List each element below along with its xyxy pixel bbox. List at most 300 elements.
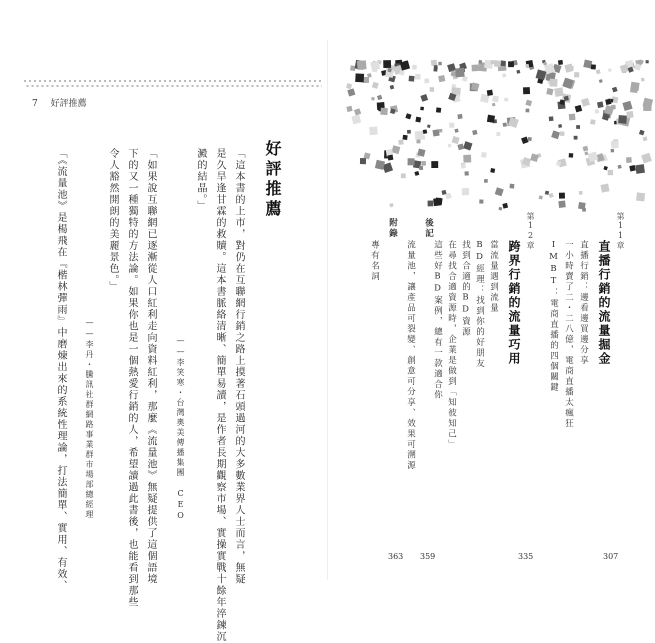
decorative-square bbox=[576, 125, 580, 129]
decorative-dot bbox=[152, 85, 154, 87]
decorative-square bbox=[415, 117, 421, 123]
decorative-square bbox=[357, 60, 367, 70]
decorative-square bbox=[569, 153, 574, 158]
decorative-dot bbox=[307, 85, 309, 87]
decorative-square bbox=[472, 130, 477, 135]
decorative-dot bbox=[157, 85, 159, 87]
quote3-line1: 「《流量池》是楊飛在『楷林彈雨』中磨煉出來的系統性理論，打法簡單、實用、有效、 bbox=[55, 148, 66, 592]
decorative-square bbox=[478, 60, 482, 64]
decorative-square-pattern bbox=[328, 0, 655, 220]
decorative-dot bbox=[194, 80, 196, 82]
decorative-square bbox=[380, 108, 388, 116]
decorative-square bbox=[560, 131, 565, 136]
decorative-dot bbox=[179, 80, 181, 82]
decorative-dot bbox=[142, 85, 144, 87]
decorative-square bbox=[421, 161, 426, 166]
decorative-dot bbox=[284, 80, 286, 82]
decorative-dot bbox=[172, 85, 174, 87]
decorative-dot bbox=[149, 80, 151, 82]
decorative-square bbox=[618, 115, 627, 124]
decorative-square bbox=[490, 168, 495, 173]
decorative-dot bbox=[132, 85, 134, 87]
decorative-square bbox=[504, 97, 508, 101]
decorative-square bbox=[420, 94, 428, 102]
ch12-page: 335 bbox=[518, 552, 534, 561]
decorative-square bbox=[487, 90, 493, 96]
decorative-dot bbox=[39, 80, 41, 82]
decorative-dot bbox=[302, 85, 304, 87]
decorative-square bbox=[502, 203, 508, 209]
decorative-square bbox=[421, 135, 425, 139]
decorative-square bbox=[575, 105, 583, 113]
decorative-square bbox=[496, 132, 500, 136]
decorative-dot bbox=[154, 80, 156, 82]
decorative-square bbox=[438, 62, 441, 65]
decorative-square bbox=[596, 69, 601, 74]
ch12-number: 第12章 bbox=[526, 212, 535, 250]
decorative-square bbox=[556, 161, 561, 166]
decorative-square bbox=[630, 85, 638, 93]
decorative-square bbox=[521, 136, 529, 144]
decorative-square bbox=[584, 151, 588, 155]
decorative-square bbox=[558, 60, 563, 65]
decorative-square bbox=[347, 88, 355, 96]
decorative-square bbox=[420, 107, 424, 111]
decorative-dot bbox=[192, 85, 194, 87]
decorative-square bbox=[509, 184, 514, 189]
decorative-dot bbox=[42, 85, 44, 87]
decorative-dot bbox=[264, 80, 266, 82]
decorative-square bbox=[503, 123, 507, 127]
decorative-square bbox=[448, 144, 452, 148]
decorative-square bbox=[457, 114, 462, 119]
decorative-square bbox=[462, 188, 470, 196]
decorative-square bbox=[487, 115, 495, 123]
decorative-dot bbox=[167, 85, 169, 87]
decorative-dot bbox=[227, 85, 229, 87]
decorative-square bbox=[431, 161, 438, 168]
decorative-square bbox=[641, 78, 645, 82]
decorative-square bbox=[549, 79, 557, 87]
decorative-dot bbox=[232, 85, 234, 87]
decorative-square bbox=[581, 98, 590, 107]
decorative-dot bbox=[304, 80, 306, 82]
decorative-dot bbox=[77, 85, 79, 87]
decorative-square bbox=[454, 129, 458, 133]
decorative-dot bbox=[222, 85, 224, 87]
decorative-square bbox=[608, 170, 613, 175]
decorative-square bbox=[525, 64, 529, 68]
decorative-square bbox=[590, 119, 596, 125]
decorative-square bbox=[398, 140, 403, 145]
decorative-dot-border bbox=[22, 79, 322, 89]
decorative-square bbox=[390, 85, 395, 90]
decorative-dot bbox=[249, 80, 251, 82]
decorative-dot bbox=[102, 85, 104, 87]
decorative-square bbox=[597, 101, 604, 108]
decorative-square bbox=[461, 163, 466, 168]
decorative-dot bbox=[64, 80, 66, 82]
decorative-square bbox=[432, 129, 439, 136]
decorative-dot bbox=[164, 80, 166, 82]
decorative-dot bbox=[252, 85, 254, 87]
decorative-dot bbox=[314, 80, 316, 82]
decorative-square bbox=[603, 166, 607, 170]
decorative-square bbox=[591, 64, 596, 69]
decorative-dot bbox=[272, 85, 274, 87]
decorative-dot bbox=[67, 85, 69, 87]
decorative-dot bbox=[287, 85, 289, 87]
decorative-dot bbox=[312, 85, 314, 87]
decorative-square bbox=[401, 173, 406, 178]
attribution2: ——李丹・騰訊社群網路事業群市場部總經理 bbox=[85, 318, 94, 520]
decorative-dot bbox=[209, 80, 211, 82]
decorative-square bbox=[564, 96, 569, 101]
decorative-dot bbox=[137, 85, 139, 87]
decorative-dot bbox=[134, 80, 136, 82]
decorative-square bbox=[481, 152, 487, 158]
decorative-dot bbox=[292, 85, 294, 87]
ch12-item3: 找到合適的BD資源 bbox=[460, 240, 471, 338]
decorative-dot bbox=[169, 80, 171, 82]
decorative-dot bbox=[139, 80, 141, 82]
decorative-square bbox=[622, 101, 632, 111]
decorative-square bbox=[599, 79, 603, 83]
decorative-square bbox=[371, 97, 375, 101]
decorative-square bbox=[491, 60, 495, 64]
decorative-dot bbox=[107, 85, 109, 87]
decorative-square bbox=[528, 137, 532, 141]
appendix-page: 363 bbox=[388, 552, 404, 561]
decorative-square bbox=[472, 65, 479, 72]
appendix-text: 專有名詞 bbox=[369, 240, 380, 282]
afterword-text: 流量池，讓產品可裂變、創意可分享、效果可溯源 bbox=[405, 240, 416, 471]
decorative-dot bbox=[277, 85, 279, 87]
decorative-dot bbox=[317, 85, 319, 87]
ch11-page: 307 bbox=[603, 552, 619, 561]
decorative-square bbox=[558, 124, 562, 128]
decorative-square bbox=[626, 111, 633, 118]
decorative-square bbox=[595, 109, 599, 113]
decorative-square bbox=[415, 74, 421, 80]
decorative-dot bbox=[114, 80, 116, 82]
decorative-square bbox=[464, 171, 468, 175]
decorative-square bbox=[494, 60, 501, 67]
quote2-line2: 下的又一種獨特的方法論。如果你也是一個熱愛行銷的人，希望讀過此書後，也能看到那些 bbox=[126, 148, 137, 608]
decorative-dot bbox=[174, 80, 176, 82]
decorative-dot bbox=[52, 85, 54, 87]
decorative-dot bbox=[269, 80, 271, 82]
page-number: 7 bbox=[32, 99, 38, 109]
decorative-dot bbox=[234, 80, 236, 82]
decorative-dot bbox=[57, 85, 59, 87]
ch12-item4: 在尋找合適資源時，企業是做到「知彼知己」 bbox=[446, 240, 457, 450]
decorative-dot bbox=[69, 80, 71, 82]
decorative-dot bbox=[94, 80, 96, 82]
decorative-square bbox=[508, 61, 514, 67]
decorative-square bbox=[455, 68, 465, 78]
decorative-square bbox=[574, 72, 579, 77]
decorative-square bbox=[626, 157, 632, 163]
endorsements-title: 好評推薦 bbox=[263, 140, 282, 220]
decorative-square bbox=[549, 116, 554, 121]
decorative-square bbox=[383, 60, 391, 68]
decorative-dot bbox=[224, 80, 226, 82]
decorative-square bbox=[646, 60, 649, 63]
decorative-square bbox=[405, 113, 411, 119]
decorative-dot bbox=[189, 80, 191, 82]
decorative-dot bbox=[72, 85, 74, 87]
decorative-dot bbox=[117, 85, 119, 87]
decorative-dot bbox=[44, 80, 46, 82]
decorative-square bbox=[452, 136, 460, 144]
decorative-dot bbox=[59, 80, 61, 82]
ch11-title: 直播行銷的流量掘金 bbox=[597, 240, 611, 366]
decorative-square bbox=[516, 70, 520, 74]
decorative-dot bbox=[217, 85, 219, 87]
ch11-item3: IMBT：電商直播的四個關鍵 bbox=[548, 240, 559, 393]
decorative-square bbox=[618, 165, 622, 169]
decorative-square bbox=[377, 95, 382, 100]
decorative-square bbox=[463, 141, 472, 150]
decorative-dot bbox=[319, 80, 321, 82]
decorative-dot bbox=[207, 85, 209, 87]
decorative-dot bbox=[279, 80, 281, 82]
decorative-dot bbox=[212, 85, 214, 87]
ch12-item5: 這些好BD案例，總有一款適合你 bbox=[432, 240, 443, 401]
decorative-square bbox=[408, 158, 415, 165]
decorative-square bbox=[559, 193, 565, 199]
decorative-square bbox=[523, 87, 530, 94]
decorative-square bbox=[484, 179, 488, 183]
decorative-square bbox=[502, 73, 506, 77]
decorative-dot bbox=[144, 80, 146, 82]
decorative-dot bbox=[29, 80, 31, 82]
decorative-square bbox=[583, 59, 592, 68]
decorative-dot bbox=[239, 80, 241, 82]
decorative-dot bbox=[274, 80, 276, 82]
decorative-dot bbox=[184, 80, 186, 82]
decorative-square bbox=[549, 193, 554, 198]
decorative-dot bbox=[104, 80, 106, 82]
decorative-dot bbox=[247, 85, 249, 87]
decorative-square bbox=[608, 68, 612, 72]
decorative-dot bbox=[99, 80, 101, 82]
decorative-dot bbox=[89, 80, 91, 82]
quote1-line2: 是久旱逢甘霖的救贖。這本書脈絡清晰、簡單易讀，是作者長期觀察市場、實操實戰十餘年淬鍊沉 bbox=[214, 148, 225, 643]
decorative-square bbox=[388, 155, 394, 161]
ch11-item1: 直播行銷：邊看邊買邊分享 bbox=[578, 240, 589, 366]
left-page bbox=[0, 0, 327, 643]
decorative-dot bbox=[109, 80, 111, 82]
decorative-dot bbox=[54, 80, 56, 82]
decorative-square bbox=[495, 187, 504, 196]
decorative-square bbox=[612, 87, 618, 93]
decorative-square bbox=[402, 135, 407, 140]
decorative-square bbox=[355, 73, 364, 82]
decorative-square bbox=[578, 202, 586, 210]
decorative-square bbox=[391, 145, 400, 154]
decorative-dot bbox=[237, 85, 239, 87]
decorative-square bbox=[351, 115, 361, 125]
decorative-square bbox=[545, 191, 549, 195]
decorative-square bbox=[492, 96, 499, 103]
decorative-dot bbox=[214, 80, 216, 82]
decorative-square bbox=[551, 130, 560, 139]
decorative-dot bbox=[24, 80, 26, 82]
decorative-square bbox=[600, 184, 609, 193]
decorative-dot bbox=[32, 85, 34, 87]
decorative-dot bbox=[92, 85, 94, 87]
decorative-dot bbox=[97, 85, 99, 87]
ch11-number: 第11章 bbox=[616, 212, 625, 250]
decorative-square bbox=[526, 109, 530, 113]
decorative-square bbox=[419, 166, 423, 170]
decorative-square bbox=[416, 139, 420, 143]
decorative-dot bbox=[322, 85, 323, 87]
decorative-square bbox=[546, 88, 553, 95]
decorative-square bbox=[433, 198, 441, 206]
decorative-dot bbox=[267, 85, 269, 87]
decorative-square bbox=[574, 136, 578, 140]
appendix-title: 附錄 bbox=[387, 218, 398, 239]
decorative-dot bbox=[82, 85, 84, 87]
decorative-dot bbox=[202, 85, 204, 87]
quote1-line1: 「這本書的上市，對仍在互聯網行銷之路上摸著石頭過河的大多數業界人士而言，無疑 bbox=[233, 148, 244, 585]
decorative-dot bbox=[199, 80, 201, 82]
decorative-square bbox=[643, 137, 648, 142]
decorative-dot bbox=[219, 80, 221, 82]
decorative-dot bbox=[127, 85, 129, 87]
decorative-square bbox=[554, 87, 564, 97]
decorative-square bbox=[539, 195, 543, 199]
decorative-dot bbox=[147, 85, 149, 87]
decorative-square bbox=[611, 141, 619, 149]
decorative-square bbox=[389, 203, 393, 207]
decorative-square bbox=[372, 82, 379, 89]
decorative-square bbox=[479, 199, 483, 203]
running-title: 好評推薦 bbox=[50, 99, 87, 109]
decorative-square bbox=[430, 87, 434, 91]
ch12-title: 跨界行銷的流量巧用 bbox=[507, 240, 521, 366]
decorative-dot bbox=[294, 80, 296, 82]
decorative-dot bbox=[187, 85, 189, 87]
quote2-line3: 令人豁然開朗的美麗景色。」 bbox=[107, 148, 118, 293]
ch12-item1: 當流量遇到流量 bbox=[488, 240, 499, 314]
decorative-dot bbox=[74, 80, 76, 82]
decorative-dot bbox=[297, 85, 299, 87]
decorative-dot bbox=[289, 80, 291, 82]
decorative-square bbox=[498, 207, 502, 211]
decorative-dot bbox=[229, 80, 231, 82]
decorative-square bbox=[409, 76, 415, 82]
quote2-line1: 「如果說互聯網已逐漸從人口紅利走向資料紅利，那麼《流量池》無疑提供了這個語境 bbox=[145, 148, 156, 585]
decorative-square bbox=[414, 171, 419, 176]
afterword-title: 後記 bbox=[423, 218, 434, 239]
decorative-dot bbox=[49, 80, 51, 82]
decorative-dot bbox=[244, 80, 246, 82]
decorative-square bbox=[427, 124, 431, 128]
ch12-item2: BD經理：找到你的好朋友 bbox=[474, 240, 485, 369]
decorative-square bbox=[424, 78, 429, 83]
decorative-square bbox=[583, 146, 589, 152]
decorative-square bbox=[412, 65, 417, 70]
decorative-dot bbox=[34, 80, 36, 82]
decorative-square bbox=[629, 165, 635, 171]
decorative-dot bbox=[62, 85, 64, 87]
decorative-dot bbox=[257, 85, 259, 87]
decorative-square bbox=[439, 129, 443, 133]
decorative-square bbox=[525, 100, 532, 107]
decorative-square bbox=[428, 201, 434, 207]
decorative-square bbox=[354, 108, 361, 115]
decorative-square bbox=[346, 83, 352, 89]
decorative-square bbox=[449, 123, 454, 128]
decorative-dot bbox=[309, 80, 311, 82]
afterword-page: 359 bbox=[420, 552, 436, 561]
decorative-square bbox=[564, 63, 573, 72]
decorative-dot bbox=[177, 85, 179, 87]
decorative-square bbox=[423, 129, 428, 134]
decorative-square bbox=[639, 130, 645, 136]
decorative-square bbox=[635, 164, 645, 174]
decorative-square bbox=[569, 114, 576, 121]
decorative-dot bbox=[112, 85, 114, 87]
quote1-line3: 澱的結晶。」 bbox=[195, 148, 206, 212]
decorative-dot bbox=[119, 80, 121, 82]
decorative-square bbox=[407, 130, 411, 134]
decorative-square bbox=[431, 60, 437, 66]
decorative-dot bbox=[129, 80, 131, 82]
decorative-square bbox=[369, 127, 378, 136]
ch11-item2: 一小時賣了二・二八億，電商直播太瘋狂 bbox=[563, 240, 574, 429]
decorative-dot bbox=[242, 85, 244, 87]
decorative-dot bbox=[162, 85, 164, 87]
decorative-dot bbox=[259, 80, 261, 82]
decorative-dot bbox=[27, 85, 29, 87]
decorative-dot bbox=[204, 80, 206, 82]
decorative-dot bbox=[282, 85, 284, 87]
decorative-dot bbox=[124, 80, 126, 82]
decorative-square bbox=[433, 68, 437, 72]
decorative-square bbox=[611, 149, 614, 152]
decorative-square bbox=[346, 106, 352, 112]
decorative-square bbox=[641, 153, 652, 164]
decorative-dot bbox=[122, 85, 124, 87]
decorative-dot bbox=[182, 85, 184, 87]
decorative-square bbox=[360, 158, 366, 164]
decorative-square bbox=[605, 99, 611, 105]
attribution1: ——李笑寒・台灣奧美傳播集團 CEO bbox=[176, 336, 185, 522]
decorative-square bbox=[438, 75, 445, 82]
decorative-dot bbox=[299, 80, 301, 82]
decorative-square bbox=[636, 192, 645, 201]
decorative-dot bbox=[84, 80, 86, 82]
running-header bbox=[32, 96, 97, 109]
decorative-dot bbox=[87, 85, 89, 87]
decorative-dot bbox=[37, 85, 39, 87]
decorative-square bbox=[457, 143, 464, 150]
decorative-square bbox=[436, 107, 441, 112]
decorative-square bbox=[492, 103, 496, 107]
decorative-square bbox=[579, 191, 583, 195]
decorative-dot bbox=[79, 80, 81, 82]
decorative-dot bbox=[254, 80, 256, 82]
decorative-square bbox=[463, 155, 471, 163]
decorative-dot bbox=[197, 85, 199, 87]
decorative-square bbox=[558, 201, 565, 208]
decorative-square bbox=[543, 62, 547, 66]
